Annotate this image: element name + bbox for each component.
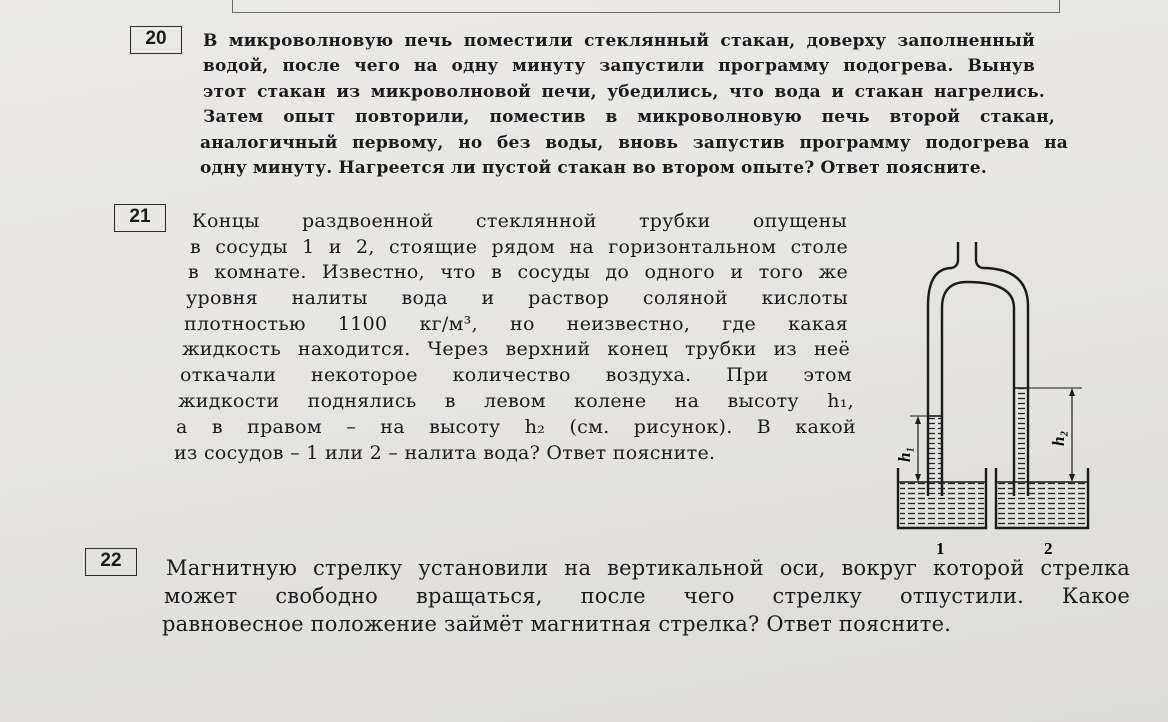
q20-line: водой, после чего на одну минуту запустили программу подогрева. Вынув xyxy=(203,56,1035,76)
q20-line: Затем опыт повторили, поместив в микроволновую печь второй стакан, xyxy=(203,107,1055,127)
vessel-1-liquid xyxy=(900,482,984,526)
q20-line: одну минуту. Нагреется ли пустой стакан во втором опыте? Ответ поясните. xyxy=(200,158,987,178)
h1-label: h₁ xyxy=(895,446,914,462)
vessel-2-liquid xyxy=(998,482,1086,526)
left-leg-liquid xyxy=(929,416,941,482)
q21-line: жидкости поднялись в левом колене на высоту h₁, xyxy=(178,390,854,412)
split-tube-figure xyxy=(888,236,1108,566)
q22-line: может свободно вращаться, после чего стрелку отпустили. Какое xyxy=(164,584,1130,608)
question-number-22: 22 xyxy=(85,548,137,576)
q21-line: из сосудов – 1 или 2 – налита вода? Ответ поясните. xyxy=(174,442,716,464)
tube-inner-wall xyxy=(942,282,1014,496)
q21-line: плотностью 1100 кг/м³, но неизвестно, где какая xyxy=(184,313,848,335)
q21-line: жидкость находится. Через верхний конец трубки из неё xyxy=(182,338,850,360)
q20-line: этот стакан из микроволновой печи, убедились, что вода и стакан нагрелись. xyxy=(203,82,1045,102)
q20-line: В микроволновую печь поместили стеклянный стакан, доверху заполненный xyxy=(203,31,1035,51)
vessel-1-label: 1 xyxy=(936,539,945,558)
vessel-2-label: 2 xyxy=(1044,539,1053,558)
q21-line: в сосуды 1 и 2, стоящие рядом на горизонтальном столе xyxy=(190,236,848,258)
q22-line: Магнитную стрелку установили на вертикальной оси, вокруг которой стрелка xyxy=(166,556,1130,580)
q21-line: откачали некоторое количество воздуха. При этом xyxy=(180,364,852,386)
q21-line: а в правом – на высоту h₂ (см. рисунок). В какой xyxy=(176,416,856,438)
q21-line: уровня налиты вода и раствор соляной кислоты xyxy=(186,287,848,309)
question-number-21: 21 xyxy=(114,204,166,232)
top-frame-fragment xyxy=(232,0,1060,13)
right-leg-liquid xyxy=(1015,388,1027,482)
q22-line: равновесное положение займёт магнитная стрелка? Ответ поясните. xyxy=(162,612,952,636)
h2-label: h₂ xyxy=(1049,430,1068,446)
question-number-20: 20 xyxy=(130,26,182,54)
tube-top-stem xyxy=(952,242,982,268)
q21-line: в комнате. Известно, что в сосуды до одного и того же xyxy=(188,261,848,283)
q20-line: аналогичный первому, но без воды, вновь запустив программу подогрева на xyxy=(200,133,1068,153)
q21-line: Концы раздвоенной стеклянной трубки опущены xyxy=(192,210,847,232)
